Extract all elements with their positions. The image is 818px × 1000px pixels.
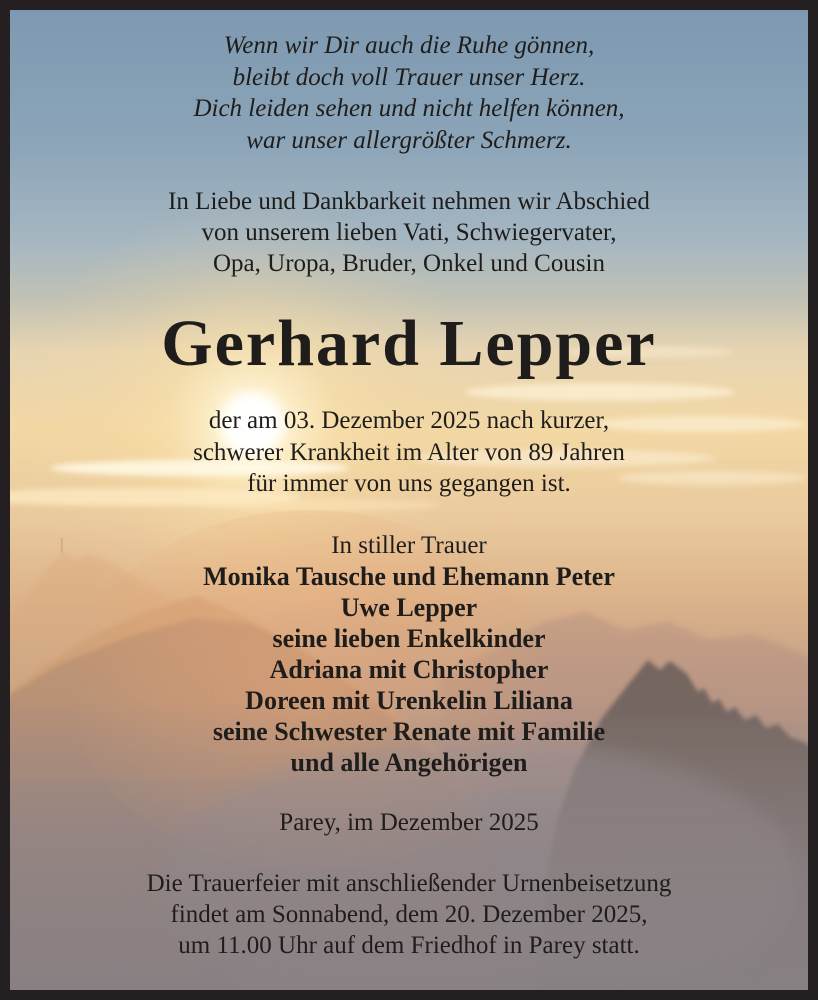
intro-line: In Liebe und Dankbarkeit nehmen wir Abschied — [168, 188, 650, 215]
intro-line: von unserem lieben Vati, Schwiegervater, — [201, 219, 617, 246]
mourners-list — [0, 561, 818, 778]
poem-line: Dich leiden sehen und nicht helfen können, — [193, 95, 625, 122]
death-line: der am 03. Dezember 2025 nach kurzer, — [208, 407, 610, 434]
mourner-line: seine Schwester Renate mit Familie — [212, 717, 606, 746]
intro-line: Opa, Uropa, Bruder, Onkel und Cousin — [213, 250, 605, 277]
farewell-intro — [0, 186, 818, 279]
mourner-line: Monika Tausche und Ehemann Peter — [203, 562, 615, 591]
poem-line: Wenn wir Dir auch die Ruhe gönnen, — [223, 32, 595, 59]
funeral-line: um 11.00 Uhr auf dem Friedhof in Parey statt. — [178, 932, 640, 959]
mourner-line: Doreen mit Urenkelin Liliana — [245, 686, 573, 715]
mourner-line: Uwe Lepper — [340, 593, 478, 622]
funeral-line: findet am Sonnabend, dem 20. Dezember 2025, — [170, 901, 648, 928]
poem-line: bleibt doch voll Trauer unser Herz. — [232, 63, 586, 91]
memorial-poem — [0, 30, 818, 156]
mourner-line: und alle Angehörigen — [290, 748, 528, 777]
death-line: für immer von uns gegangen ist. — [247, 470, 571, 497]
death-line: schwerer Krankheit im Alter von 89 Jahren — [193, 438, 625, 466]
mourner-line: Adriana mit Christopher — [269, 655, 549, 684]
place-date: Parey, im Dezember 2025 — [279, 809, 539, 836]
deceased-name: Gerhard Lepper — [161, 307, 657, 380]
mourner-line: seine lieben Enkelkinder — [272, 624, 546, 653]
death-details — [0, 405, 818, 500]
mourning-header: In stiller Trauer — [331, 532, 487, 559]
funeral-details — [0, 868, 818, 961]
poem-line: war unser allergrößter Schmerz. — [246, 126, 572, 154]
funeral-line: Die Trauerfeier mit anschließender Urnenbeisetzung — [146, 870, 672, 897]
